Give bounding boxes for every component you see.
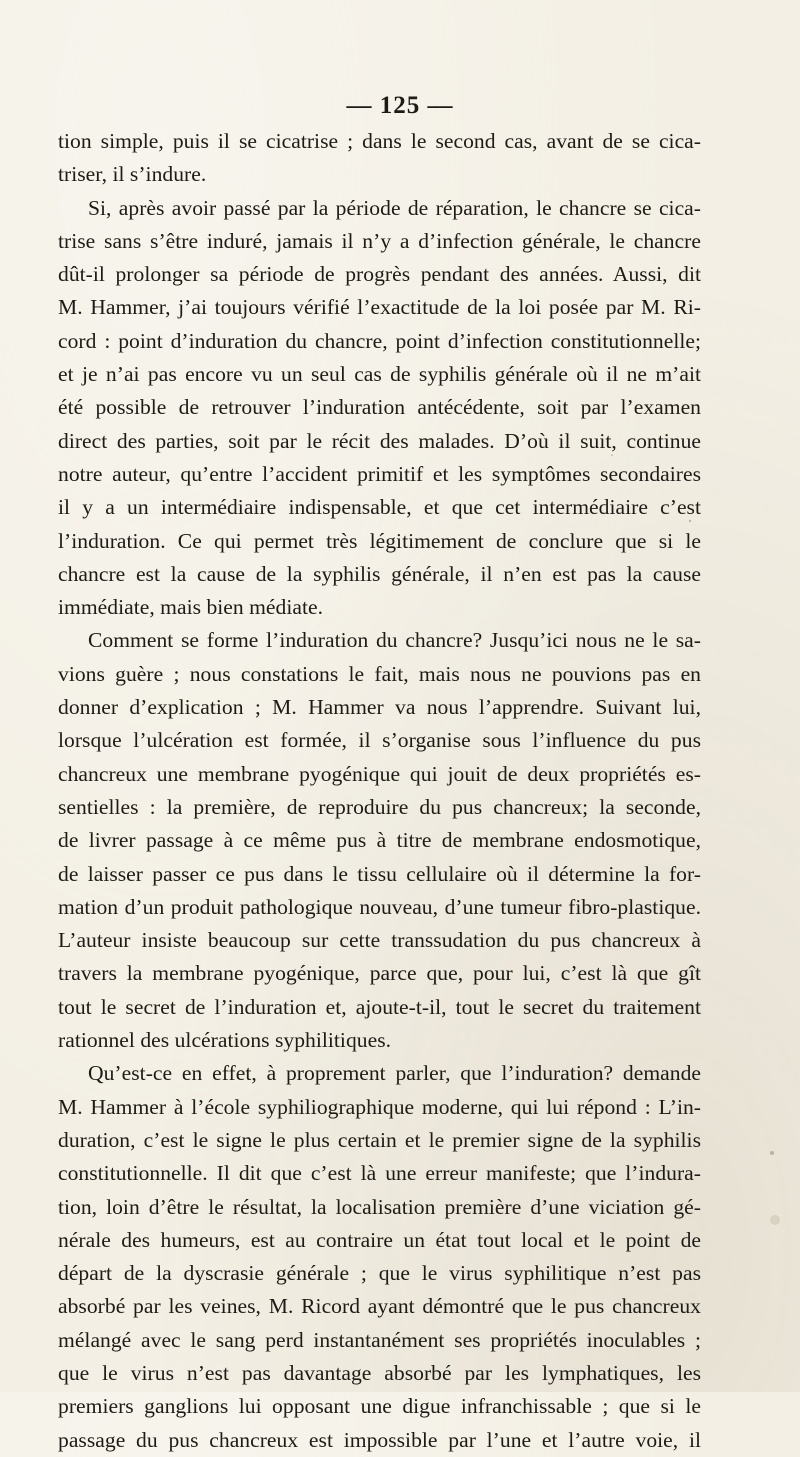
text-line: il y a un intermédiaire indispensable, et que cet intermédiaire c’est: [58, 495, 701, 520]
text-line: donner d’explication ; M. Hammer va nous l’apprendre. Suivant lui,: [58, 695, 701, 720]
speck: [770, 1151, 774, 1155]
text-line: duration, c’est le signe le plus certain et le premier signe de la syphilis: [58, 1127, 701, 1152]
text-line: de livrer passage à ce même pus à titre de membrane endosmotique,: [58, 828, 701, 853]
text-line: chancreux une membrane pyogénique qui jouit de deux propriétés es-: [58, 761, 701, 786]
text-line: constitutionnelle. Il dit que c’est là une erreur manifeste; que l’indura-: [58, 1161, 701, 1186]
text-line: que le virus n’est pas davantage absorbé par les lymphatiques, les: [58, 1360, 701, 1385]
text-line: cord : point d’induration du chancre, point d’infection constitutionnelle;: [58, 328, 701, 353]
text-line: notre auteur, qu’entre l’accident primitif et les symptômes secondaires: [58, 461, 701, 486]
text-line: été possible de retrouver l’induration antécédente, soit par l’examen: [58, 395, 701, 420]
text-line: tion, loin d’être le résultat, la localisation première d’une viciation gé-: [58, 1194, 701, 1219]
text-line: Si, après avoir passé par la période de réparation, le chancre se cica-: [88, 195, 701, 220]
text-line: chancre est la cause de la syphilis générale, il n’en est pas la cause: [58, 561, 701, 586]
text-line: lorsque l’ulcération est formée, il s’organise sous l’influence du pus: [58, 728, 701, 753]
text-line: travers la membrane pyogénique, parce que, pour lui, c’est là que gît: [58, 961, 701, 986]
text-line: vions guère ; nous constations le fait, mais nous ne pouvions pas en: [58, 661, 701, 686]
text-line: dût-il prolonger sa période de progrès pendant des années. Aussi, dit: [58, 262, 701, 287]
text-line: M. Hammer à l’école syphiliographique moderne, qui lui répond : L’in-: [58, 1094, 701, 1119]
text-line: sentielles : la première, de reproduire du pus chancreux; la seconde,: [58, 794, 701, 819]
text-line: départ de la dyscrasie générale ; que le virus syphilitique n’est pas: [58, 1261, 701, 1286]
speck: [770, 1215, 780, 1225]
text-line: mélangé avec le sang perd instantanément ses propriétés inoculables ;: [58, 1327, 701, 1352]
text-line: triser, il s’indure.: [58, 162, 207, 187]
text-line: nérale des humeurs, est au contraire un état tout local et le point de: [58, 1227, 701, 1252]
text-line: tout le secret de l’induration et, ajoute-t-il, tout le secret du traitement: [58, 994, 701, 1019]
text-line: de laisser passer ce pus dans le tissu cellulaire où il détermine la for-: [58, 861, 701, 886]
text-line: direct des parties, soit par le récit des malades. D’où il suit, continue: [58, 428, 701, 453]
text-line: trise sans s’être induré, jamais il n’y a d’infection générale, le chancre: [58, 228, 701, 253]
page-number-header: — 125 —: [346, 92, 454, 119]
text-line: passage du pus chancreux est impossible par l’une et l’autre voie, il: [58, 1427, 701, 1452]
text-line: L’auteur insiste beaucoup sur cette transsudation du pus chancreux à: [58, 928, 701, 953]
text-line: premiers ganglions lui opposant une digue infranchissable ; que si le: [58, 1394, 701, 1419]
text-line: Comment se forme l’induration du chancre? Jusqu’ici nous ne le sa-: [88, 628, 701, 653]
text-line: rationnel des ulcérations syphilitiques.: [58, 1028, 392, 1053]
text-line: tion simple, puis il se cicatrise ; dans le second cas, avant de se cica-: [58, 129, 701, 153]
body-text: [58, 125, 701, 1457]
text-line: absorbé par les veines, M. Ricord ayant démontré que le pus chancreux: [58, 1294, 701, 1319]
text-line: mation d’un produit pathologique nouveau, d’une tumeur fibro-plastique.: [58, 894, 701, 919]
text-line: Qu’est-ce en effet, à proprement parler, que l’induration? demande: [88, 1061, 701, 1086]
text-line: et je n’ai pas encore vu un seul cas de syphilis générale où il ne m’ait: [58, 362, 701, 387]
text-line: M. Hammer, j’ai toujours vérifié l’exactitude de la loi posée par M. Ri-: [58, 295, 701, 320]
text-line: l’induration. Ce qui permet très légitimement de conclure que si le: [58, 528, 701, 553]
text-line: immédiate, mais bien médiate.: [58, 595, 324, 620]
